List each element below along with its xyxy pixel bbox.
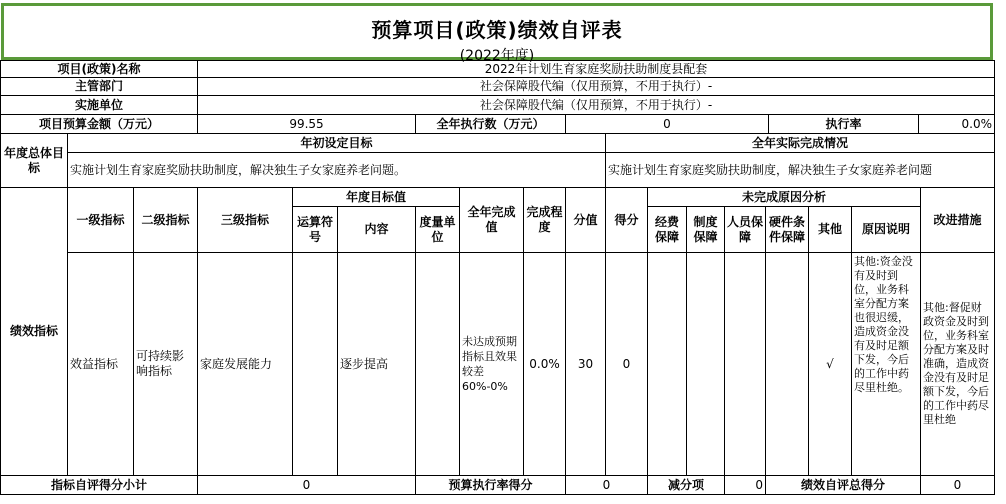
dept-value[interactable]: 社会保障股代编（仅用预算，不用于执行）- <box>197 77 995 96</box>
rate-value[interactable]: 0.0% <box>918 114 995 134</box>
col-reason: 未完成原因分析 <box>647 187 921 207</box>
subtotal-label: 指标自评得分小计 <box>0 475 198 495</box>
cell-r5-check[interactable]: √ <box>808 252 852 476</box>
cell-l1[interactable]: 效益指标 <box>67 252 134 476</box>
form-title: 预算项目(政策)绩效自评表 <box>371 18 623 42</box>
actual-goal-value[interactable]: 实施计划生育家庭奖励扶助制度，解决独生子女家庭养老问题 <box>605 152 995 188</box>
cell-reason-text[interactable]: 其他:资金没有及时到位，业务科室分配方案也很迟缓，造成资金没有及时足额下发，今后的工作中药尽里杜绝。 <box>851 252 921 476</box>
cell-measure[interactable] <box>415 252 460 476</box>
col-r6: 原因说明 <box>851 206 921 253</box>
total-score-label: 绩效自评总得分 <box>765 475 921 495</box>
col-degree: 完成程度 <box>523 187 566 253</box>
budget-rate-score-label: 预算执行率得分 <box>415 475 566 495</box>
exec-label: 全年执行数（万元） <box>415 114 566 134</box>
form-title-block <box>1 3 993 64</box>
cell-op[interactable] <box>292 252 338 476</box>
project-name-label: 项目(政策)名称 <box>0 60 198 78</box>
cell-r3[interactable] <box>724 252 766 476</box>
cell-score[interactable]: 0 <box>605 252 648 476</box>
deduction-value[interactable]: 0 <box>724 475 766 495</box>
col-content: 内容 <box>337 206 416 253</box>
cell-score-val[interactable]: 30 <box>565 252 606 476</box>
unit-value[interactable]: 社会保障股代编（仅用预算，不用于执行）- <box>197 95 995 115</box>
cell-r2[interactable] <box>686 252 725 476</box>
cell-improve-text[interactable]: 其他:督促财政资金及时到位，业务科室分配方案及时准确，造成资金没有及时足额下发，今后的工作中药尽里杜绝 <box>920 252 995 476</box>
col-r2: 制度保障 <box>686 206 725 253</box>
cell-r4[interactable] <box>765 252 809 476</box>
cell-annual[interactable]: 未达成预期指标且效果较差60%-0% <box>459 252 524 476</box>
budget-rate-score-value[interactable]: 0 <box>565 475 648 495</box>
budget-value[interactable]: 99.55 <box>197 114 416 134</box>
col-l1: 一级指标 <box>67 187 134 253</box>
cell-content[interactable]: 逐步提高 <box>337 252 416 476</box>
cell-degree[interactable]: 0.0% <box>523 252 566 476</box>
subtotal-value[interactable]: 0 <box>197 475 416 495</box>
unit-label: 实施单位 <box>0 95 198 115</box>
col-improve: 改进措施 <box>920 187 995 253</box>
col-r3: 人员保障 <box>724 206 766 253</box>
project-name-value[interactable]: 2022年计划生育家庭奖励扶助制度县配套 <box>197 60 995 78</box>
cell-r1[interactable] <box>647 252 687 476</box>
exec-value[interactable]: 0 <box>565 114 769 134</box>
col-l2: 二级指标 <box>133 187 198 253</box>
col-target: 年度目标值 <box>292 187 460 207</box>
initial-goal-label: 年初设定目标 <box>67 133 606 153</box>
actual-goal-label: 全年实际完成情况 <box>605 133 995 153</box>
budget-label: 项目预算金额（万元） <box>0 114 198 134</box>
cell-l2[interactable]: 可持续影响指标 <box>133 252 198 476</box>
col-r1: 经费保障 <box>647 206 687 253</box>
col-annual: 全年完成值 <box>459 187 524 253</box>
annual-goal-label: 年度总体目标 <box>0 133 68 188</box>
col-op: 运算符号 <box>292 206 338 253</box>
perf-indicator-label: 绩效指标 <box>0 187 68 476</box>
col-score: 得分 <box>605 187 648 253</box>
col-r5: 其他 <box>808 206 852 253</box>
rate-label: 执行率 <box>768 114 919 134</box>
col-l3: 三级指标 <box>197 187 293 253</box>
total-score-value[interactable]: 0 <box>920 475 995 495</box>
deduction-label: 减分项 <box>647 475 725 495</box>
col-measure: 度量单位 <box>415 206 460 253</box>
dept-label: 主管部门 <box>0 77 198 96</box>
cell-l3[interactable]: 家庭发展能力 <box>197 252 293 476</box>
form-subtitle: (2022年度) <box>459 48 535 64</box>
col-score-val: 分值 <box>565 187 606 253</box>
initial-goal-value[interactable]: 实施计划生育家庭奖励扶助制度，解决独生子女家庭养老问题。 <box>67 152 606 188</box>
col-r4: 硬件条件保障 <box>765 206 809 253</box>
